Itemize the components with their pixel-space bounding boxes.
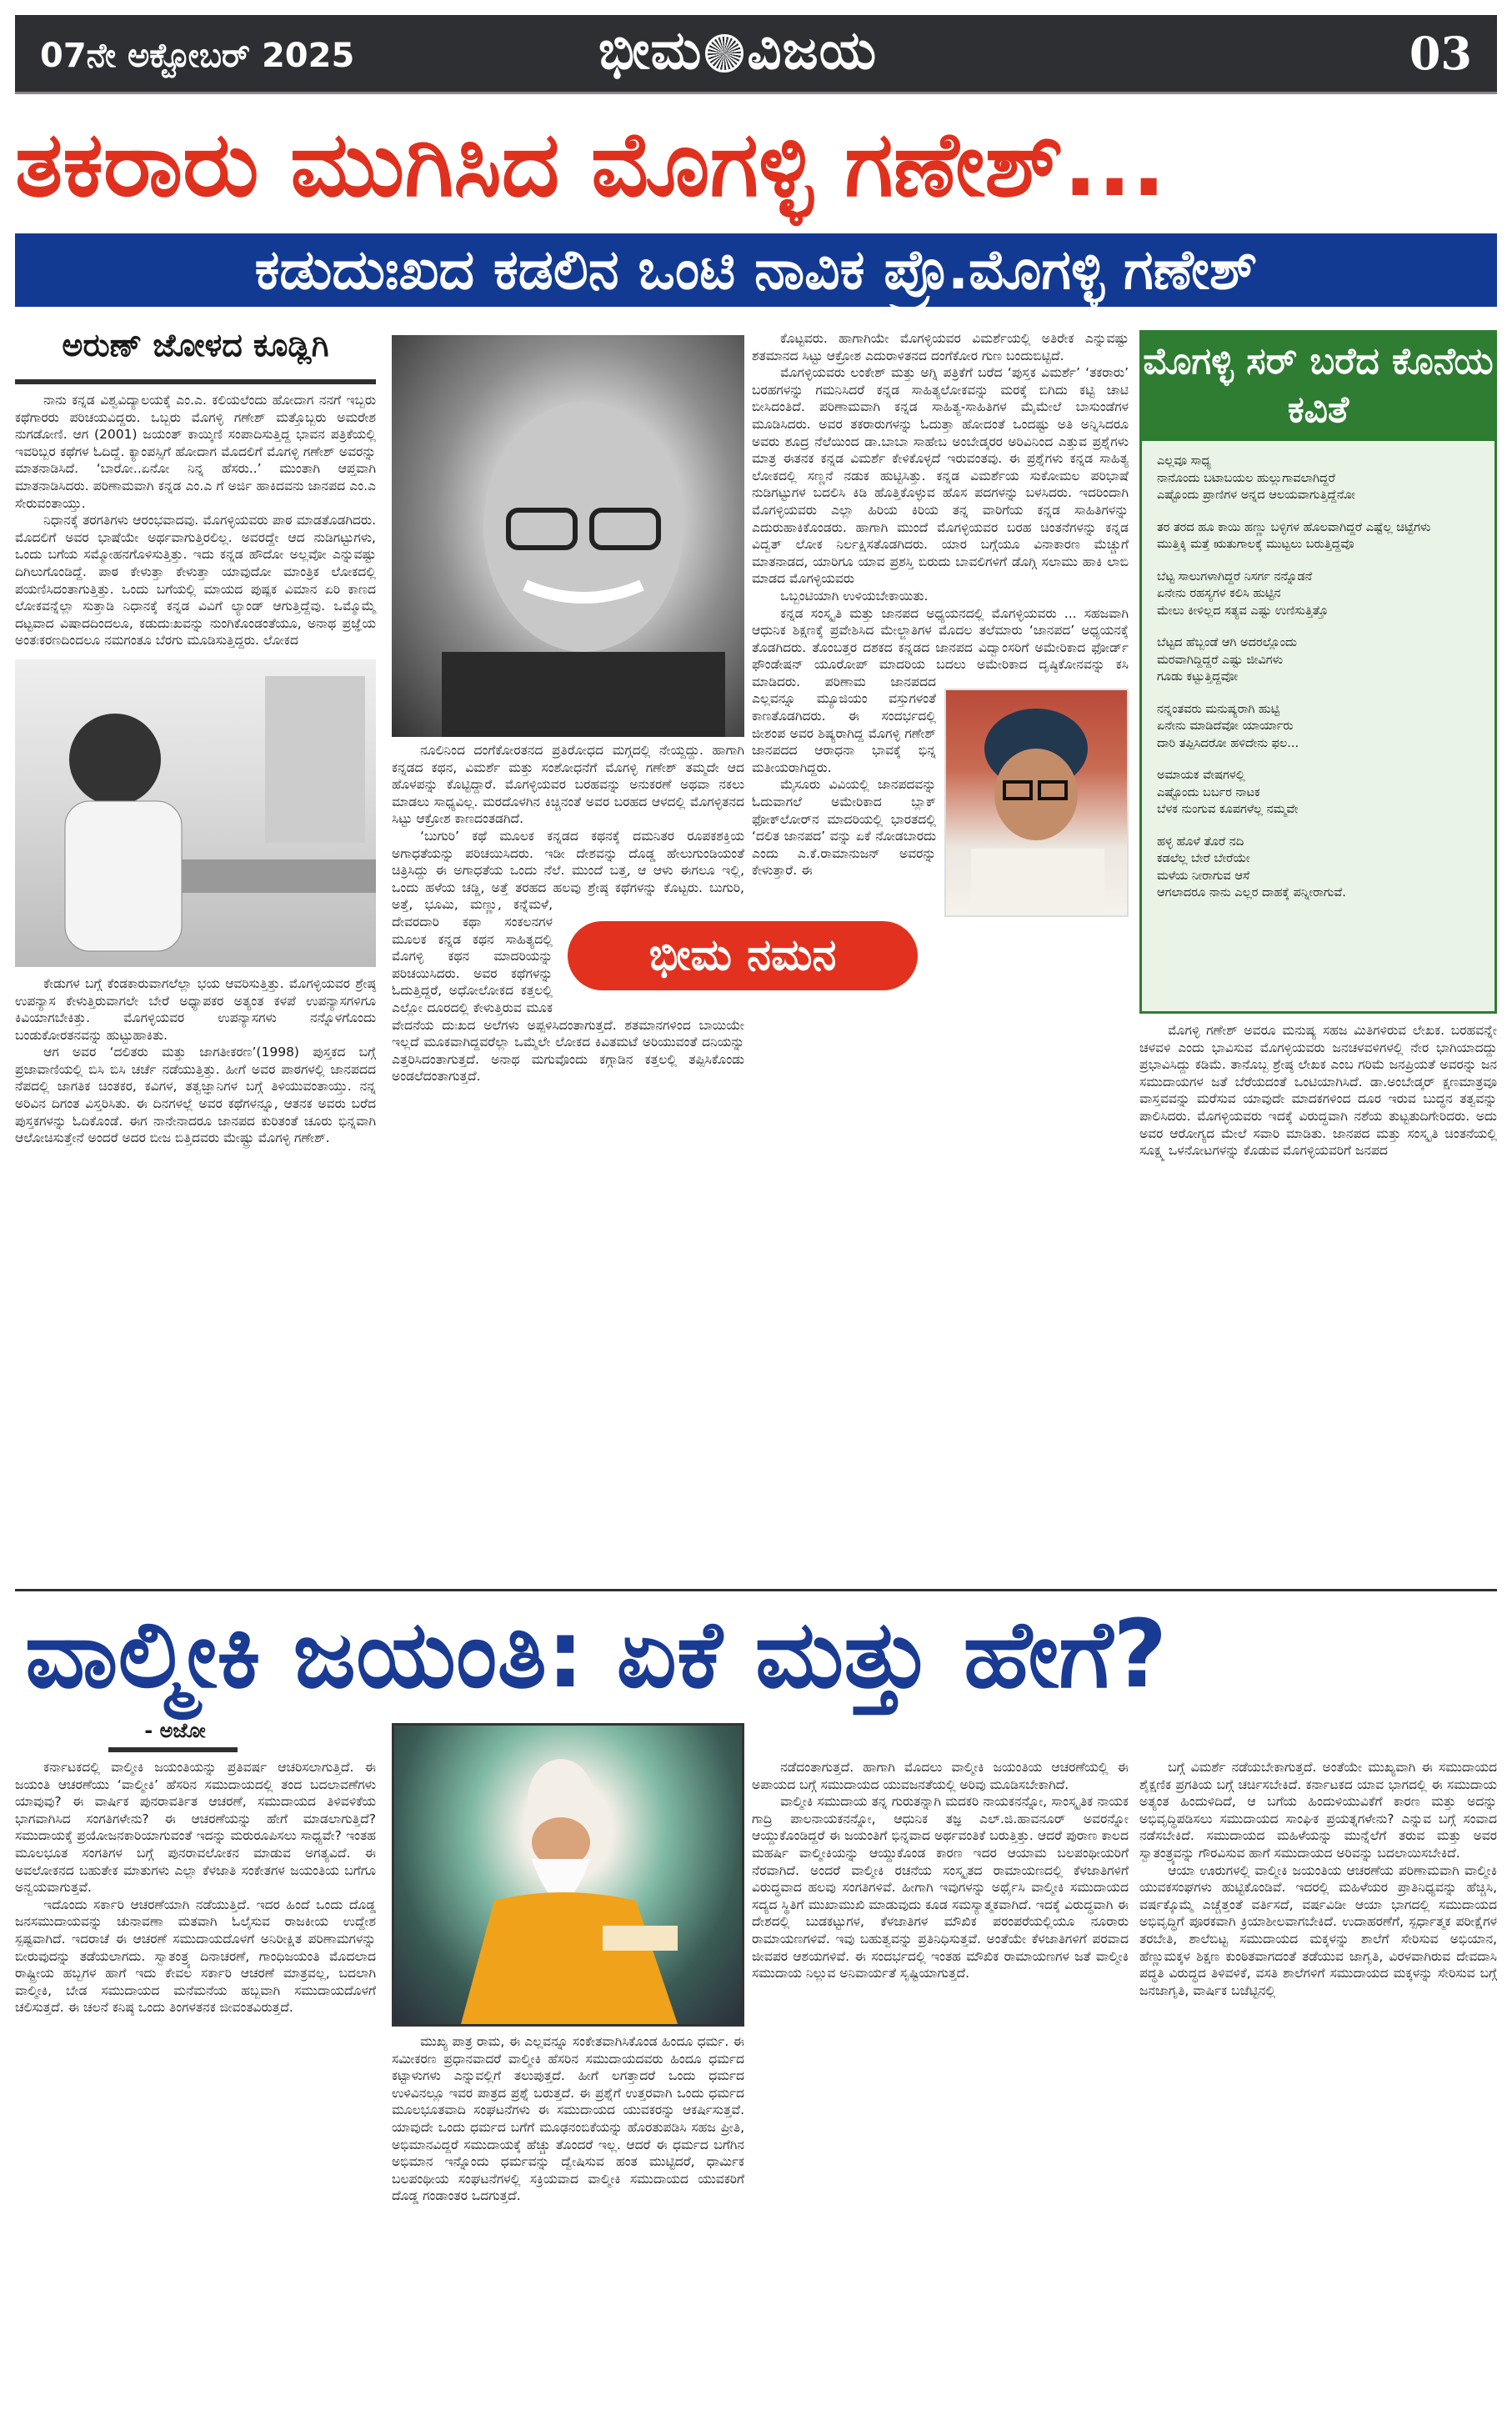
poem-line: ಮರವಾಗಿದ್ದಿದ್ದರೆ ಎಷ್ಟು ಜೀವಿಗಳು	[1157, 653, 1284, 667]
article-column-3-top	[752, 330, 1129, 588]
poem-line: ಆಗಲಾದರೂ ನಾನು ಎಲ್ಲರ ದಾಹಕ್ಕೆ ಪನ್ನೀರಾಗುವೆ.	[1157, 886, 1346, 899]
article-paragraph: ಇದೊಂದು ಸರ್ಕಾರಿ ಆಚರಣೆಯಾಗಿ ನಡೆಯುತ್ತಿದೆ. ಇದರ ಹಿಂದೆ ಒಂದು ದೊಡ್ಡ ಜನಸಮುದಾಯವನ್ನು ಚುನಾವಣಾ ಮತವಾಗಿ ಓಲೈಸುವ ರಾಜಕೀಯ ಉದ್ದೇಶ ಸ್ಪಷ್ಟವಾಗಿದೆ. ಇದರಾಚೆ ಈ ಆಚರಣೆ ಸಮುದಾಯದೊಳಗೆ ಅನಿರೀಕ್ಷಿತ ಪರಿಣಾಮಗಳನ್ನು ಬೀರುವುದನ್ನು ತಡೆಯಲಾಗದು. ಸ್ವಾತಂತ್ರ್ಯ ದಿನಾಚರಣೆ, ಗಾಂಧಿಜಯಂತಿ ಮೊದಲಾದ ರಾಷ್ಟ್ರೀಯ ಹಬ್ಬಗಳ ಹಾಗೆ ಇದು ಕೇವಲ ಸರ್ಕಾರಿ ಆಚರಣೆ ಮಾತ್ರವಲ್ಲ, ಬದಲಾಗಿ ವಾಲ್ಮೀಕಿ, ಬೇಡ ಸಮುದಾಯದ ಮನೆಮನೆಯ ಹಬ್ಬವಾಗಿ ಸಮುದಾಯದೊಳಗೆ ಚಲಿಸುತ್ತದೆ. ಈ ಚಲನೆ ಕನಿಷ್ಠ ಒಂದು ತಿಂಗಳತನಕ ಜೀವಂತವಿರುತ್ತದೆ.	[15, 1896, 376, 2016]
poem-line: ದಾರಿ ತಪ್ಪಿಸಿದರೋ ಹಳಿದೇನು ಫಲ...	[1157, 736, 1299, 750]
masthead	[15, 15, 1497, 94]
byline-divider-2	[108, 1747, 238, 1752]
poem-line: ನಾನೊಂದು ಬಟಾಬಯಲ ಹುಲ್ಲುಗಾವಲಾಗಿದ್ದರೆ	[1157, 471, 1335, 485]
poem-line: ಎಲ್ಲವೂ ಸಾಧ್ಯ	[1157, 454, 1211, 468]
poem-line: ಗೂಡು ಕಟ್ಟುತ್ತಿದ್ದವೋ	[1157, 670, 1239, 684]
pill-wrap-spacer-left	[752, 1272, 931, 1360]
logo-text-right: ವಿಜಯ	[747, 20, 878, 82]
poem-stanza	[1157, 569, 1479, 620]
poem-stanza	[1157, 634, 1479, 686]
article-paragraph: ನಿಧಾನಕ್ಕೆ ತರಗತಿಗಳು ಆರಂಭವಾದವು. ಮೊಗಳ್ಳಿಯವರು ಪಾಠ ಮಾಡತೊಡಗಿದರು. ಮೊದಲಿಗೆ ಅವರ ಭಾಷೆಯೇ ಅರ್ಥವಾಗುತ್ತಿರಲಿಲ್ಲ. ಅವರದ್ದೇ ಆದ ನುಡಿಗಟ್ಟುಗಳು, ಒಂದು ಬಗೆಯ ಸಮ್ಮೋಹನಗೊಳಿಸುತ್ತಿತ್ತು. ಇದು ಕನ್ನಡ ಹೌದೋ ಅಲ್ಲವೋ ಎನ್ನುವಷ್ಟು ದಿಗಿಲುಗೊಂಡಿದ್ದೆ. ಪಾಠ ಕೇಳುತ್ತಾ ಕೇಳುತ್ತಾ ಯಾವುದೋ ಮಾಂತ್ರಿಕ ಲೋಕದಲ್ಲಿ ಪಯಣಿಸಿದಂತಾಗುತ್ತಿತ್ತು. ಒಂದು ಬಗೆಯಲ್ಲಿ ಮಾಯದ ಪುಷ್ಪಕ ವಿಮಾನ ಏರಿ ಕಾಣದ ಲೋಕವನ್ನೆಲ್ಲಾ ಸುತ್ತಾಡಿ ನಿಧಾನಕ್ಕೆ ಕನ್ನಡ ವಿವಿಗೆ ಲ್ಯಾಂಡ್ ಆಗುತ್ತಿದ್ದೆವು. ಒಮ್ಮೊಮ್ಮೆ ದಟ್ಟವಾದ ವಿಷಾದದಿಂದಲೂ, ಕಡುದುಃಖವನ್ನು ನುಂಗಿಕೊಂಡಂತೆಯೂ, ಅನಾಥ ಪ್ರಜ್ಞೆಯ ಅಂತಃಕರಣದಿಂದಲೂ ನಮಗಂತೂ ಬೆರಗು ಮೂಡಿಸುತ್ತಿದ್ದರು. ಲೋಕದ	[15, 513, 376, 649]
poem-line: ಅಮಾಯಕ ವೇಷಗಳಲ್ಲಿ	[1157, 769, 1245, 782]
article-paragraph: ವಾಲ್ಮೀಕಿ ಸಮುದಾಯ ತನ್ನ ಗುರುತನ್ನಾಗಿ ಮದಕರಿ ನಾಯಕನನ್ನೋ, ಸಾಂಸ್ಕೃತಿಕ ನಾಯಕ ಗಾದ್ರಿ ಪಾಲನಾಯಕನನ್ನೋ, ಆಧುನಿಕ ತಜ್ಞ ಎಲ್.ಜಿ.ಹಾವನೂರ್ ಅವರನ್ನೋ ಆಯ್ದುಕೊಂಡಿದ್ದರೆ ಈ ಜಯಂತಿಗೆ ಭಿನ್ನವಾದ ಅರ್ಥವಂತಿಕೆ ಬರುತ್ತಿತ್ತು. ಆದರೆ ಪುರಾಣ ಕಾಲದ ಮಹರ್ಷಿ ವಾಲ್ಮೀಕಿಯನ್ನು ಆಯ್ದುಕೊಂಡ ಕಾರಣ ಇದರ ಆಯಾಮ ಬಲಪಂಥೀಯರಿಗೆ ನೆರವಾಗಿದೆ. ಅಂದರೆ ವಾಲ್ಮೀಕಿ ರಚನೆಯ ಸಂಸ್ಕೃತದ ರಾಮಾಯಣದಲ್ಲಿ ಕೆಳಜಾತಿಗಳಿಗೆ ವಿರುದ್ಧವಾದ ಹಲವು ಸಂಗತಿಗಳಿವೆ. ಹೀಗಾಗಿ ಇವುಗಳನ್ನು ಅರ್ಥೈಸಿ ವಾಲ್ಮೀಕಿ ಸಮುದಾಯದ ಸದ್ಯದ ಸ್ಥಿತಿಗೆ ಮುಖಾಮುಖಿ ಮಾಡುವುದು ಕೂಡ ಸಮಸ್ಯಾತ್ಮಕವಾಗಿದೆ. ಇದಕ್ಕೆ ವಿರುದ್ಧವಾಗಿ ಈ ದೇಶದಲ್ಲಿ ಬುಡಕಟ್ಟುಗಳ, ಕೆಳಜಾತಿಗಳ ಮೌಖಿಕ ಪರಂಪರೆಯಲ್ಲಿಯೂ ನೂರಾರು ರಾಮಾಯಣಗಳಿವೆ. ಇವು ಬಹುತ್ವವನ್ನು ಪ್ರತಿನಿಧಿಸುತ್ತವೆ. ಅಂತೆಯೇ ಕೆಳಜಾತಿಗಳಿಗೆ ಪರವಾದ ಜೀವಪರ ಆಶಯಗಳಿವೆ. ಈ ಸಂದರ್ಭದಲ್ಲಿ ಇಂತಹ ಮೌಖಿಕ ರಾಮಾಯಣಗಳ ಜತೆ ವಾಲ್ಮೀಕಿ ಸಮುದಾಯ ನಿಲ್ಲುವ ಅನಿವಾರ್ಯತೆ ಸೃಷ್ಟಿಯಾಗುತ್ತದೆ.	[752, 1794, 1129, 1982]
page-number: 03	[1409, 27, 1472, 80]
poem-box	[1139, 330, 1497, 1014]
article-column-1-bottom	[15, 975, 376, 1147]
poem-stanza	[1157, 834, 1479, 902]
poem-line: ಏನೇನು ರಹಸ್ಯಗಳ ಕಲಿಸಿ ಹುಟ್ಟಿನ	[1157, 587, 1281, 600]
photo-illustration	[15, 659, 376, 967]
poem-stanza	[1157, 519, 1479, 554]
ashoka-chakra-icon	[705, 34, 743, 73]
article-paragraph: ನಡೆದಂತಾಗುತ್ತದೆ. ಹಾಗಾಗಿ ಮೊದಲು ವಾಲ್ಮೀಕಿ ಜಯಂತಿಯ ಆಚರಣೆಯಲ್ಲಿ ಈ ಅಪಾಯದ ಬಗ್ಗೆ ಸಮುದಾಯದ ಯುವಜನತೆಯಲ್ಲಿ ಅರಿವು ಮೂಡಿಸಬೇಕಾಗಿದೆ.	[752, 1760, 1129, 1792]
poem-line: ಕಡಲೆಲ್ಲ ಬೇರೆ ಬೇರೆಯೇ	[1157, 852, 1250, 865]
logo-text-left: ಭೀಮ	[598, 20, 703, 82]
article-paragraph: ಆಗ ಅವರ ‘ದಲಿತರು ಮತ್ತು ಜಾಗತೀಕರಣ’(1998) ಪುಸ್ತಕದ ಬಗ್ಗೆ ಪ್ರಜಾವಾಣಿಯಲ್ಲಿ ಬಿಸಿ ಬಿಸಿ ಚರ್ಚೆ ನಡೆಯುತ್ತಿತ್ತು. ಹೀಗೆ ಅವರ ಪಾಠಗಳಲ್ಲಿ ಜಾನಪದದ ನೆಪದಲ್ಲಿ ಜಾಗತಿಕ ಚಿಂತಕರ, ಕವಿಗಳ, ತತ್ವಜ್ಞಾನಿಗಳ ಬಗ್ಗೆ ತಿಳಿಯುವಂತಾಯ್ತು. ನನ್ನ ಅರಿವಿನ ದಿಗಂತ ವಿಸ್ತರಿಸಿತು. ಈ ದಿನಗಳಲ್ಲೆ ಅವರ ಕಥೆಗಳನ್ನೂ, ಆತನಕ ಅವರು ಬರೆದ ಪುಸ್ತಕಗಳನ್ನು ಓದಿಕೊಂಡೆ. ಈಗ ನಾನೇನಾದರೂ ಜಾನಪದ ಕುರಿತಂತೆ ಚೂರು ಭಿನ್ನವಾಗಿ ಆಲೋಚಿಸುತ್ತೇನೆ ಅಂದರೆ ಅದರ ಬೀಜ ಬಿತ್ತಿದವರು ಮೇಷ್ಟ್ರು ಮೊಗಳ್ಳಿ ಗಣೇಶ್.	[15, 1045, 376, 1146]
subheadline-banner: ಕಡುದುಃಖದ ಕಡಲಿನ ಒಂಟಿ ನಾವಿಕ ಪ್ರೊ.ಮೊಗಳ್ಳಿ ಗಣೇಶ್	[15, 233, 1497, 307]
poem-line: ಎಷ್ಟೊಂದು ಬರ್ಬರ ನಾಟಕ	[1157, 785, 1260, 799]
article-paragraph: ಕೇಡುಗಳ ಬಗ್ಗೆ ಕೆಂಡಕಾರುವಾಗಲೆಲ್ಲಾ ಭಯ ಆವರಿಸುತ್ತಿತ್ತು. ಮೊಗಳ್ಳಿಯವರ ಶ್ರೇಷ್ಠ ಉಪನ್ಯಾಸ ಕೇಳುತ್ತಿರುವಾಗಲೇ ಬೇರೆ ಅಧ್ಯಾಪಕರ ಅತ್ಯಂತ ಕಳಪೆ ಉಪನ್ಯಾಸಗಳಿಗೂ ಕಿವಿಯಾಗಬೇಕಿತ್ತು. ಮೊಗಳ್ಳಿಯವರ ಉಪನ್ಯಾಸಗಳು ನನ್ನೊಳಗೊಂದು ಬಂಡುಕೋರತನವನ್ನು ಹುಟ್ಟುಹಾಕಿತು.	[15, 975, 376, 1043]
poem-line: ಮೇಲು ಕೀಳಿಲ್ಲದ ಸತ್ಯವ ಎಷ್ಟು ಉಣಿಸುತ್ತಿತ್ತೊ	[1157, 604, 1329, 618]
poem-stanza	[1157, 767, 1479, 819]
article-paragraph: ಮೊಗಳ್ಳಿ ಗಣೇಶ್ ಅವರೂ ಮನುಷ್ಯ ಸಹಜ ಮಿತಿಗಳಿರುವ ಲೇಖಕ. ಬರಹವನ್ನೇ ಚಳವಳಿ ಎಂದು ಭಾವಿಸುವ ಮೊಗಳ್ಳಿಯವರು ಜನಚಳವಳಿಗಳಲ್ಲಿ ನೇರ ಭಾಗಿಯಾದದ್ದು ಪ್ರಭಾವಿಸಿದ್ದು ಕಡಿಮೆ. ತಾನೊಬ್ಬ ಶ್ರೇಷ್ಠ ಲೇಖಕ ಎಂಬ ಗರಿಮೆ ಜನಪ್ರಿಯತೆ ಅವರನ್ನು ಜನ ಸಮುದಾಯಗಳ ಜತೆ ಬೆರೆಯದಂತೆ ಒಂಟಿಯಾಗಿಸಿದೆ. ಡಾ.ಅಂಬೇಡ್ಕರ್ ಕ್ಷಣಮಾತ್ರವೂ ವಾಸ್ತವವನ್ನು ಮರೆಸುವ ಯಾವುದೇ ಮಾದಕಗಳಿಂದ ದೂರ ಇರುವ ಬುದ್ಧನ ತತ್ವವನ್ನು ಪಾಲಿಸಿದರು. ಮೊಗಳ್ಳಿಯವರು ಇದಕ್ಕೆ ವಿರುದ್ಧವಾಗಿ ನಶೆಯ ತುಟ್ಟತುದಿಗೇರಿದರು. ಅದು ಅವರ ಆರೋಗ್ಯದ ಮೇಲೆ ಸವಾರಿ ಮಾಡಿತು. ಜಾನಪದ ಮತ್ತು ಸಂಸ್ಕೃತಿ ಚಿಂತನೆಯಲ್ಲಿ ಸೂಕ್ಷ್ಮ ಒಳನೋಟಗಳನ್ನು ಕೊಡುವ ಮೊಗಳ್ಳಿಯವರಿಗೆ ಜನಪದ	[1139, 1023, 1497, 1159]
issue-date: 07ನೇ ಅಕ್ಟೋಬರ್ 2025	[40, 37, 355, 75]
poem-line: ಮಳೆಯ ನೀರಾಗುವ ಆಸೆ	[1157, 869, 1250, 883]
article-paragraph: ಕನ್ನಡ ಸಂಸ್ಕೃತಿ ಮತ್ತು ಜಾನಪದ ಅಧ್ಯಯನದಲ್ಲಿ ಮೊಗಳ್ಳಿಯವರು ... ಸಹಜವಾಗಿ ಆಧುನಿಕ ಶಿಕ್ಷಣಕ್ಕೆ ಪ್ರವೇಶಿಸಿದ ಮೇಲ್ಜಾತಿಗಳ ಮೊದಲ ತಲೆಮಾರು ‘ಜಾನಪದ’ ಅಧ್ಯಯನಕ್ಕೆ ತೊಡಗಿದರು. ತೊಂಬತ್ತರ ದಶಕದ ಕನ್ನಡದ ಜಾನಪದ ವಿದ್ವಾಂಸರಿಗೆ ಅಮೇರಿಕಾದ ಫೋರ್ಡ್ ಫೌಂಡೇಷನ್ ಯೂರೋಪ್ ಮಾದರಿಯ ಬದಲು ಅಮೇರಿಕಾದ ದೃಷ್ಠಿಕೋನವನ್ನು ಕಸಿ ಮಾಡಿದರು. ಪರಿಣಾಮ ಜಾನಪದದ ಎಲ್ಲವನ್ನೂ ಮ್ಯೂಜಿಯಂ ವಸ್ತುಗಳಂತೆ ಕಾಣತೊಡಗಿದರು. ಈ ಸಂದರ್ಭದಲ್ಲಿ ಜೀಶಂಪ ಅವರ ಶಿಷ್ಯರಾಗಿದ್ದ ಮೊಗಳ್ಳಿ ಗಣೇಶ್ ಜಾನಪದದ ಆರಾಧನಾ ಭಾವಕ್ಕೆ ಭಿನ್ನ ಮತೀಯರಾಗಿದ್ದರು.	[752, 605, 1129, 775]
byline-divider	[15, 379, 376, 384]
article-column-1	[15, 392, 376, 1147]
article-column-4	[1139, 1022, 1497, 1160]
valmiki-column-1	[15, 1759, 376, 2017]
article-paragraph: ನಾನು ಕನ್ನಡ ವಿಶ್ವವಿದ್ಯಾಲಯಕ್ಕೆ ಎಂ.ಎ. ಕಲಿಯಲೆಂದು ಹೋದಾಗ ನನಗೆ ಇಬ್ಬರು ಕಥೆಗಾರರು ಪರಿಚಯವಿದ್ದರು. ಒಬ್ಬರು ಮೊಗಳ್ಳಿ ಗಣೇಶ್ ಮತ್ತೊಬ್ಬರು ಅಮರೇಶ ನುಗಡೋಣಿ. ಆಗ (2001) ಜಯಂತ್ ಕಾಯ್ಕಿಣಿ ಸಂಪಾದಿಸುತ್ತಿದ್ದ ಭಾವನ ಪತ್ರಿಕೆಯಲ್ಲಿ ಇವರಿಬ್ಬರ ಕಥೆಗಳ ಓದಿದ್ದೆ. ಕ್ಯಾಂಪಸ್ಸಿಗೆ ಹೋದಾಗ ಮೊದಲಿಗೆ ಮೊಗಳ್ಳಿ ಗಣೇಶ್ ಅವರನ್ನು ಮಾತನಾಡಿಸಿದೆ. ‘ಬಾರೋ..ಏನೋ ನಿನ್ನ ಹೆಸರು..’ ಮುಂತಾಗಿ ಆಪ್ತವಾಗಿ ಮಾತನಾಡಿಸಿದರು. ಪರಿಣಾಮವಾಗಿ ಕನ್ನಡ ಎಂ.ಎ ಗೆ ಅರ್ಜಿ ಹಾಕಿದವನು ಜಾನಪದ ಎಂ.ಎ ಸೇರುವಂತಾಯ್ತು.	[15, 393, 376, 511]
poem-body	[1142, 441, 1494, 929]
poem-line: ನನ್ನಂತವರು ಮನುಷ್ಯರಾಗಿ ಹುಟ್ಟಿ	[1157, 702, 1280, 716]
article-paragraph: ಮುಖ್ಯ ಪಾತ್ರ ರಾಮ, ಈ ಎಲ್ಲವನ್ನೂ ಸಂಕೇತವಾಗಿಸಿಕೊಂಡ ಹಿಂದೂ ಧರ್ಮ. ಈ ಸಮೀಕರಣ ಪ್ರಧಾನವಾದರೆ ವಾಲ್ಮೀಕಿ ಹೆಸರಿನ ಸಮುದಾಯದವರು ಹಿಂದೂ ಧರ್ಮದ ಕಟ್ಟಾಳುಗಳು ಎನ್ನುವಲ್ಲಿಗೆ ತಲುಪುತ್ತದೆ. ಹೀಗೆ ಲಗತ್ತಾದರೆ ಒಂದು ಧರ್ಮದ ಉಳಿವಿನಲ್ಲೂ ಇವರ ಪಾತ್ರದ ಪ್ರಶ್ನೆ ಬರುತ್ತದೆ. ಈ ಪ್ರಶ್ನೆಗೆ ಉತ್ತರವಾಗಿ ಒಂದು ಧರ್ಮದ ಮೂಲಭೂತವಾದಿ ಸಂಘಟನೆಗಳು ಈ ಸಮುದಾಯದ ಯುವಕರನ್ನು ಆಕರ್ಷಿಸುತ್ತವೆ. ಯಾವುದೇ ಒಂದು ಧರ್ಮದ ಬಗೆಗೆ ಮೂಢನಂಬಿಕೆಯನ್ನು ಹೊರತುಪಡಿಸಿ ಸಹಜ ಪ್ರೀತಿ, ಅಭಿಮಾನವಿದ್ದರೆ ಸಮುದಾಯಕ್ಕೆ ಹೆಚ್ಚು ತೊಂದರೆ ಇಲ್ಲ. ಆದರೆ ಈ ಧರ್ಮದ ಬಗೆಗಿನ ಅಭಿಮಾನ ಇನ್ನೊಂದು ಧರ್ಮವನ್ನು ದ್ವೇಷಿಸುವ ಹಂತ ಮುಟ್ಟಿದರೆ, ಧಾರ್ಮಿಕ ಬಲಪಂಥೀಯ ಸಂಘಟನೆಗಳಲ್ಲಿ ಸಕ್ರಿಯವಾದ ವಾಲ್ಮೀಕಿ ಸಮುದಾಯದ ಯುವಕರಿಗೆ ದೊಡ್ಡ ಗಂಡಾಂತರ ಒದಗುತ್ತದೆ.	[392, 2034, 744, 2204]
bheema-namana-label: ಭೀಮ ನಮನ	[568, 921, 918, 990]
valmiki-column-2-text	[392, 2033, 744, 2205]
valmiki-illustration	[394, 1726, 742, 2024]
article-column-3	[752, 330, 1129, 1360]
photo-mogalli-ganesh-color	[944, 689, 1129, 917]
article-paragraph: ಮೈಸೂರು ವಿವಿಯಲ್ಲಿ ಜಾನಪದವನ್ನು ಓದುವಾಗಲೆ ಅಮೇರಿಕಾದ ಬ್ಲಾಕ್ ಫೋಕ್‌ಲೋರ್‌ನ ಮಾದರಿಯಲ್ಲಿ ಭಾರತದಲ್ಲಿ ‘ದಲಿತ ಜಾನಪದ’ ವನ್ನು ಏಕೆ ನೋಡಬಾರದು ಎಂದು ಎ.ಕೆ.ರಾಮಾನುಜನ್ ಅವರನ್ನು ಕೇಳುತ್ತಾರೆ. ಈ	[752, 777, 936, 879]
portrait-color-illustration	[946, 690, 1127, 915]
poem-line: ಬೆಟ್ಟ ಸಾಲುಗಳಾಗಿದ್ದರೆ ನಿಸರ್ಗ ನನ್ನೊಡನೆ	[1157, 569, 1313, 584]
article-column-1-top	[15, 392, 376, 649]
valmiki-headline: ವಾಲ್ಮೀಕಿ ಜಯಂತಿ: ಏಕೆ ಮತ್ತು ಹೇಗೆ?	[25, 1601, 1168, 1709]
article-paragraph: ನೂಲಿನಿಂದ ದಂಗೆಕೋರತನದ ಪ್ರತಿರೋಧದ ಮಗ್ಗದಲ್ಲಿ ನೇಯ್ದದ್ದು. ಹಾಗಾಗಿ ಕನ್ನಡದ ಕಥನ, ವಿಮರ್ಶೆ ಮತ್ತು ಸಂಶೋಧನೆಗೆ ಮೊಗಳ್ಳಿ ಗಣೇಶ್ ತಮ್ಮದೇ ಆದ ಹೊಳಪನ್ನು ಕೊಟ್ಟಿದ್ದಾರೆ. ಮೊಗಳ್ಳಿಯವರ ಬರಹವನ್ನು ಅನುಕರಣೆ ಅಥವಾ ನಕಲು ಮಾಡಲು ಸಾಧ್ಯವಿಲ್ಲ. ಮರದೊಳಗಿನ ಕಿಚ್ಚಿನಂತೆ ಅವರ ಬರಹದ ಆಳದಲ್ಲಿ ಮೊಗಳ್ಳಿತನದ ಸಿಟ್ಟು ಆಕ್ರೋಶ ಕಾಣದಂತಡಗಿದೆ.	[392, 743, 744, 827]
poem-line: ತರ ತರದ ಹೂ ಕಾಯಿ ಹಣ್ಣು ಬಳ್ಳಿಗಳ ಹೊಲವಾಗಿದ್ದರೆ ಎಷ್ಟೆಲ್ಲ ಚಿಟ್ಟೆಗಳು	[1157, 520, 1431, 534]
photo-man-writing	[15, 659, 376, 967]
author-byline: ಅರುಣ್ ಜೋಳದ ಕೂಡ್ಲಿಗಿ	[62, 327, 329, 363]
poem-line: ಬೆಳಕ ನುಂಗುವ ಕೂಪಗಳೆಲ್ಲ ನಮ್ಮವೇ	[1157, 803, 1299, 816]
poem-line: ಹಳ್ಳ ಹೊಳೆ ತೊರೆ ನದಿ	[1157, 834, 1244, 849]
portrait-illustration	[392, 335, 744, 737]
valmiki-byline: - ಅಜೋ	[144, 1719, 206, 1742]
poem-stanza	[1157, 453, 1479, 504]
article-paragraph: ಮೊಗಳ್ಳಿಯವರು ಲಂಕೇಶ್ ಮತ್ತು ಅಗ್ನಿ ಪತ್ರಿಕೆಗೆ ಬರೆದ ‘ಪುಸ್ತಕ ವಿಮರ್ಶೆ’ ‘ತಕರಾರು’ ಬರಹಗಳನ್ನು ಗಮನಿಸಿದರೆ ಕನ್ನಡ ಸಾಹಿತ್ಯಲೋಕವನ್ನು ಮರಕ್ಕೆ ಬಿಗಿದು ಕಟ್ಟಿ ಚಾಟಿ ಬೀಸಿದಂತಿದೆ. ಪರಿಣಾಮವಾಗಿ ಕನ್ನಡ ಸಾಹಿತ್ಯ-ಸಾಹಿತಿಗಳ ಮೈಮೇಲೆ ಬಾಸುಂಡೆಗಳ ಮೂಡಿಸಿದರು. ಅವರ ತಕರಾರುಗಳನ್ನು ಓದುತ್ತಾ ಹೋದಂತೆ ಒಂದಷ್ಟು ಅತಿ ಅನ್ನಿಸಿದರೂ ಅವರು ಶೂದ್ರ ನೆಲೆಯಿಂದ ಡಾ.ಬಾಬಾ ಸಾಹೇಬ ಅಂಬೇಡ್ಕರರ ಅರಿವಿನಿಂದ ಎತ್ತುವ ಪ್ರಶ್ನೆಗಳು ಮಾತ್ರ ಈತನಕ ಕನ್ನಡ ವಿಮರ್ಶೆ ಕೇಳಿಕೊಳ್ಳದೆ ಇರುವಂತವು. ಈ ಪ್ರಶ್ನೆಗಳು ಕನ್ನಡ ಸಾಹಿತ್ಯ ಲೋಕದಲ್ಲಿ ಸಣ್ಣನೆ ನಡುಕ ಹುಟ್ಟಿಸಿತ್ತು. ಕನ್ನಡ ವಿಮರ್ಶೆಯ ಸುಕೋಮಲ ಪರಿಭಾಷೆ ನುಡಿಗಟ್ಟುಗಳ ಬದಲಿಸಿ ಕಿಡಿ ಹೊತ್ತಿಕೊಳ್ಳುವ ಹೊಸ ಪದಗಳನ್ನು ಬಳಸಿದರು. ಇದರಿಂದಾಗಿ ಮೊಗಳ್ಳಿಯವರು ಎಲ್ಲಾ ಹಿರಿಯ ಕಿರಿಯ ತನ್ನ ವಾರಿಗೆಯ ಕನ್ನಡ ಸಾಹಿತಿಗಳನ್ನು ಎದುರುಹಾಕಿಕೊಂಡರು. ಹಾಗಾಗಿ ಮುಂದೆ ಮೊಗಳ್ಳಿಯವರ ಬರಹ ಚಿಂತನೆಗಳನ್ನು ಕನ್ನಡ ವಿದ್ವತ್ ಲೋಕ ನಿರ್ಲಕ್ಷಿಸತೊಡಗಿದರು. ಯಾರ ಬಗ್ಗೆಯೂ ವಿನಾಕಾರಣ ಮೆಚ್ಚುಗೆ ಮಾತನಾಡದ, ಯಾರಿಗೂ ಯಾವ ಪ್ರಶಸ್ತಿ ಬಿರುದು ಬಾವಲಿಗಳಿಗೆ ಡೊಗ್ಗಿ ಸಲಾಮು ಹಾಕಿ ಲಾಬಿ ಮಾಡದ ಮೊಗಳ್ಳಿಯವರು	[752, 365, 1129, 587]
article-paragraph: ಕರ್ನಾಟಕದಲ್ಲಿ ವಾಲ್ಮೀಕಿ ಜಯಂತಿಯನ್ನು ಪ್ರತಿವರ್ಷ ಆಚರಿಸಲಾಗುತ್ತಿದೆ. ಈ ಜಯಂತಿ ಆಚರಣೆಯು ‘ವಾಲ್ಮೀಕಿ’ ಹೆಸರಿನ ಸಮುದಾಯದಲ್ಲಿ ತಂದ ಬದಲಾವಣೆಗಳು ಯಾವುವು? ಈ ವಾರ್ಷಿಕ ಪುನರಾವರ್ತಿತ ಆಚರಣೆ, ಸಮುದಾಯದ ತಿಳಿವಳಿಕೆಯ ಭಾಗವಾಗಿಸಿದ ಸಂಗತಿಗಳೇನು? ಈ ಆಚರಣೆಯನ್ನು ಹೇಗೆ ಮಾಡಲಾಗುತ್ತಿದೆ? ಸಮುದಾಯಕ್ಕೆ ಪ್ರಯೋಜನಕಾರಿಯಾಗುವಂತೆ ಇದನ್ನು ಮರುರೂಪಿಸಲು ಸಾಧ್ಯವೇ? ಇಂತಹ ಮೂಲಭೂತ ಸಂಗತಿಗಳ ಬಗ್ಗೆ ಪುನರಾವಲೋಕನ ಮಾಡುವ ಅಗತ್ಯವಿದೆ. ಈ ಅವಲೋಕನದ ಬಹುತೇಕ ಮಾತುಗಳು ಎಲ್ಲಾ ಕೆಳಜಾತಿ ಸಂಕೇತಗಳ ಜಯಂತಿಯ ಬಗೆಗೂ ಅನ್ವಯವಾಗುತ್ತವೆ.	[15, 1760, 376, 1896]
main-headline: ತಕರಾರು ಮುಗಿಸಿದ ಮೊಗಳ್ಳಿ ಗಣೇಶ್...	[15, 113, 1166, 217]
poem-line: ಎಷ್ಟೊಂದು ಪ್ರಾಣಿಗಳ ಅನ್ನದ ಆಲಯವಾಗುತ್ತಿದ್ದೆನೋ	[1157, 489, 1355, 502]
poem-line: ಮುತ್ತಿಕ್ಕಿ ಮತ್ತೆ ಋತುಗಾಲಕ್ಕೆ ಮುಟ್ಟಲು ಬರುತ್ತಿದ್ದವೊ	[1157, 538, 1354, 551]
article-paragraph: ಒಬ್ಬಂಟಿಯಾಗಿ ಉಳಿಯಬೇಕಾಯಿತು.	[780, 588, 929, 604]
valmiki-column-4	[1139, 1759, 1497, 1999]
section-divider	[15, 1589, 1497, 1591]
poem-stanza	[1157, 701, 1479, 753]
article-paragraph: ಕೊಟ್ಟವರು. ಹಾಗಾಗಿಯೇ ಮೊಗಳ್ಳಿಯವರ ವಿಮರ್ಶೆಯಲ್ಲಿ ಅತಿರೇಕ ಎನ್ನುವಷ್ಟು ಶತಮಾನದ ಸಿಟ್ಟು ಆಕ್ರೋಶ ಎದುರಾಳಿತನದ ದಂಗೆಕೋರ ಗುಣ ಬಂದುಬಿಟ್ಟಿದೆ.	[752, 331, 1129, 363]
photo-mogalli-ganesh-portrait	[392, 335, 744, 737]
article-paragraph: ಬಗ್ಗೆ ವಿಮರ್ಶೆ ನಡೆಯಬೇಕಾಗುತ್ತದೆ. ಅಂತೆಯೇ ಮುಖ್ಯವಾಗಿ ಈ ಸಮುದಾಯದ ಶೈಕ್ಷಣಿಕ ಪ್ರಗತಿಯ ಬಗ್ಗೆ ಚರ್ಚಿಸಬೇಕಿದೆ. ಕರ್ನಾಟಕದ ಯಾವ ಭಾಗದಲ್ಲಿ ಈ ಸಮುದಾಯ ಅತ್ಯಂತ ಹಿಂದುಳಿದಿದೆ, ಆ ಬಗೆಯ ಹಿಂದುಳಿಯುವಿಕೆಗೆ ಕಾರಣ ಮತ್ತು ಅದನ್ನು ಅಭಿವೃದ್ಧಿಪಡಿಸಲು ಸಮುದಾಯದ ಸಾಂಘಿಕ ಪ್ರಯತ್ನಗಳೇನು? ಎನ್ನುವ ಬಗ್ಗೆ ಸಂವಾದ ನಡೆಸಬೇಕಿದೆ. ಸಮುದಾಯದ ಮಹಿಳೆಯನ್ನು ಮುನ್ನೆಲೆಗೆ ತರುವ ಮತ್ತು ಅವರ ಸ್ವಾತಂತ್ರ್ಯವನ್ನು ಗೌರವಿಸುವ ಹಾಗೆ ಸಮುದಾಯದ ಅರಿವನ್ನು ಬದಲಾಯಿಸಬೇಕಿದೆ.	[1139, 1760, 1497, 1861]
newspaper-logo	[598, 20, 877, 82]
valmiki-column-3	[752, 1759, 1129, 1982]
article-paragraph: ಆಯಾ ಊರುಗಳಲ್ಲಿ ವಾಲ್ಮೀಕಿ ಜಯಂತಿಯ ಆಚರಣೆಯ ಪರಿಣಾಮವಾಗಿ ವಾಲ್ಮೀಕಿ ಯುವಕಸಂಘಗಳು ಹುಟ್ಟಿಕೊಂಡಿವೆ. ಇದರಲ್ಲಿ ಮಹಿಳೆಯರ ಪ್ರಾತಿನಿಧ್ಯವನ್ನು ಹೆಚ್ಚಿಸಿ, ವರ್ಷಕ್ಕೊಮ್ಮೆ ಎಚ್ಚೆತ್ತಂತೆ ವರ್ತಿಸದೆ, ವರ್ಷವಿಡೀ ಆಯಾ ಭಾಗದಲ್ಲಿ ಸಮುದಾಯದ ಅಭಿವೃದ್ಧಿಗೆ ಪೂರಕವಾಗಿ ಕ್ರಿಯಾಶೀಲವಾಗಬೇಕಿದೆ. ಉದಾಹರಣೆಗೆ, ಸ್ಪರ್ಧಾತ್ಮಕ ಪರೀಕ್ಷೆಗಳ ತರಬೇತಿ, ಶಾಲೆಬಿಟ್ಟ ಸಮುದಾಯದ ಮಕ್ಕಳನ್ನು ಶಾಲೆಗೆ ಸೇರಿಸುವ ಅಭಿಯಾನ, ಹೆಣ್ಣುಮಕ್ಕಳ ಶಿಕ್ಷಣ ಕುಂಠಿತವಾಗದಂತೆ ತಡೆಯುವ ಜಾಗೃತಿ, ವಿರಳವಾಗಿರುವ ದೇವದಾಸಿ ಪದ್ಧತಿ ವಿರುದ್ಧದ ತಿಳಿವಳಿಕೆ, ವಸತಿ ಶಾಲೆಗಳಿಗೆ ಸಮುದಾಯದ ಮಕ್ಕಳನ್ನು ಸೇರಿಸುವ ಬಗ್ಗೆ ಜನಜಾಗೃತಿ, ವಾರ್ಷಿಕ ಬಜೆಟ್ಟಿನಲ್ಲಿ	[1139, 1862, 1497, 1998]
poem-line: ಬೆಟ್ಟದ ಹೆಬ್ಬಂಡೆ ಆಗಿ ಅದರಲ್ಲೊಂದು	[1157, 636, 1297, 649]
poem-title: ಮೊಗಳ್ಳಿ ಸರ್ ಬರೆದ ಕೊನೆಯ ಕವಿತೆ	[1142, 333, 1494, 441]
poem-line: ಏನೇನು ಮಾಡಿದೆವೋ ಯಾರ್ಯಾರು	[1157, 719, 1294, 733]
valmiki-column-2	[392, 1723, 744, 2205]
article-paragraph: ‘ಬುಗುರಿ’ ಕಥೆ ಮೂಲಕ ಕನ್ನಡದ ಕಥನಕ್ಕೆ ದಮನಿತರ ರೂಪಕಶಕ್ತಿಯ ಅಗಾಧತೆಯನ್ನು ಪರಿಚಯಿಸಿದರು. ಇಡೀ ದೇಶವನ್ನು ದೊಡ್ಡ ಹೇಲುಗುಂಡಿಯಂತೆ ಚಿತ್ರಿಸಿದ್ದು ಈ ಅಗಾಧತೆಯ ಒಂದು ನೆಲೆ. ಮುಂದೆ ಬತ್ತ, ಆ ಆಳು ಈಗಲೂ ಇಲ್ಲಿ, ಒಂದು ಹಳೆಯ ಚಡ್ಡಿ, ಅತ್ತೆ ತರಹದ ಹಲವು ಶ್ರೇಷ್ಠ ಕಥೆಗಳನ್ನು ಕೊಟ್ಟರು. ಬುಗುರಿ, ಅತ್ತೆ, ಭೂಮಿ, ಮಣ್ಣು, ಕನ್ನೆಮಳೆ, ದೇವರದಾರಿ ಕಥಾ ಸಂಕಲನಗಳ ಮೂಲಕ ಕನ್ನಡ ಕಥನ ಸಾಹಿತ್ಯದಲ್ಲಿ ಮೊಗಳ್ಳಿ ಕಥನ ಮಾದರಿಯನ್ನು ಪರಿಚಯಿಸಿದರು. ಅವರ ಕಥೆಗಳನ್ನು ಓದುತ್ತಿದ್ದರೆ, ಅಧೋಲೋಕದ ಕತ್ತಲಲ್ಲಿ ಎಲ್ಲೋ ದೂರದಲ್ಲಿ ಕೇಳುತ್ತಿರುವ ಮೂಕ ವೇದನೆಯ ದುಃಖದ ಅಲೆಗಳು ಅಪ್ಪಳಿಸಿದಂತಾಗುತ್ತದೆ. ಶತಮಾನಗಳಿಂದ ಬಾಯಿಯೇ ಇಲ್ಲದೆ ಮೂಕವಾಗಿದ್ದವರೆಲ್ಲಾ ಒಮ್ಮೆಲೇ ಲೋಕದ ಕಿವಿತಮಟೆ ಅರಿಯುವಂತೆ ದನಿಯನ್ನು ಎತ್ತರಿಸಿದಂತಾಗುತ್ತದೆ. ಅನಾಥ ಮಗುವೊಂದು ಕಗ್ಗಾಡಿನ ಕತ್ತಲಲ್ಲಿ ತಪ್ಪಿಸಿಕೊಂಡು ಅಂಡಲೆದಂತಾಗುತ್ತದೆ.	[392, 828, 744, 1085]
photo-valmiki-painting	[392, 1723, 744, 2027]
